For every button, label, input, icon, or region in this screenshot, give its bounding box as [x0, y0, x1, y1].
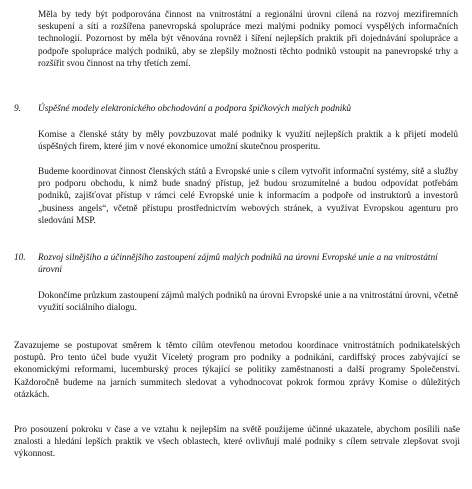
section-9-paragraph-1: Komise a členské státy by měly povzbuzovat malé podniky k využití nejlepších praktik a k přijetí modelů úspěšných firem, které jim v nové ekonomice umožní skutečnou prosperitu. — [38, 130, 458, 153]
section-10-number: 10. — [14, 253, 26, 263]
section-9-heading — [14, 103, 460, 117]
section-9-title: Úspěšné modely elektronického obchodování a podpora špičkových malých podniků — [38, 104, 352, 114]
section-10-title: Rozvoj silnějšího a účinnějšího zastoupení zájmů malých podniků na úrovni Evropské unie a na vnitrostátní úrovni — [38, 253, 438, 276]
section-10-heading — [14, 252, 460, 278]
closing-paragraph-2: Pro posouzení pokroku v čase a ve vztahu k nejlepším na světě použijeme účinné ukazatele, abychom posílili naše znalosti a hledání lepších praktik ve všech oblastech, které ovlivňují malé podniky s cílem setrvale zlepšovat svoji výkonnost. — [14, 425, 460, 460]
intro-paragraph: Měla by tedy být podporována činnost na vnitrostátní a regionální úrovni cílená na rozvoj mezifiremních seskupení a sítí a rozšířena panevropská spolupráce mezi malými podniky pomocí vyspělých informačních technologií. Pozornost by měla být věnována rovněž i šíření nejlepších praktik při dojednávání spolupráce a podpoře spolupráce malých podniků, aby se zlepšily možnosti těchto podniků vstoupit na panevropské trhy a rozšířit svou činnost na trhy třetích zemí. — [38, 10, 458, 69]
section-9-number: 9. — [14, 104, 21, 114]
section-10-paragraph-1: Dokončíme průzkum zastoupení zájmů malých podniků na úrovni Evropské unie a na vnitrostátní úrovni, včetně využití sociálního dialogu. — [38, 291, 458, 314]
closing-paragraph-1: Zavazujeme se postupovat směrem k těmto cílům otevřenou metodou koordinace vnitrostátních podnikatelských postupů. Pro tento účel bude využit Víceletý program pro podniky a podnikání, cardiffský proces zabývající se ekonomickými reformami, lucemburský proces týkající se politiky zaměstnanosti a další programy Společenství. Každoročně budeme na jarních summitech sledovat a vyhodnocovat pokrok formou zprávy Komise o důležitých otázkách. — [14, 341, 460, 400]
section-9-paragraph-2: Budeme koordinovat činnost členských států a Evropské unie s cílem vytvořit informační systémy, sítě a služby pro podporu obchodu, k nimž bude snadný přístup, jež budou srozumitelné a budou odpovídat potřebám podniků, zajišťovat přístup v rámci celé Evropské unie k informacím a podpoře od instruktorů a investorů „business angels“, včetně přístupu prostřednictvím webových stránek, a využívat Evropskou agenturu pro sledování MSP. — [38, 167, 458, 226]
